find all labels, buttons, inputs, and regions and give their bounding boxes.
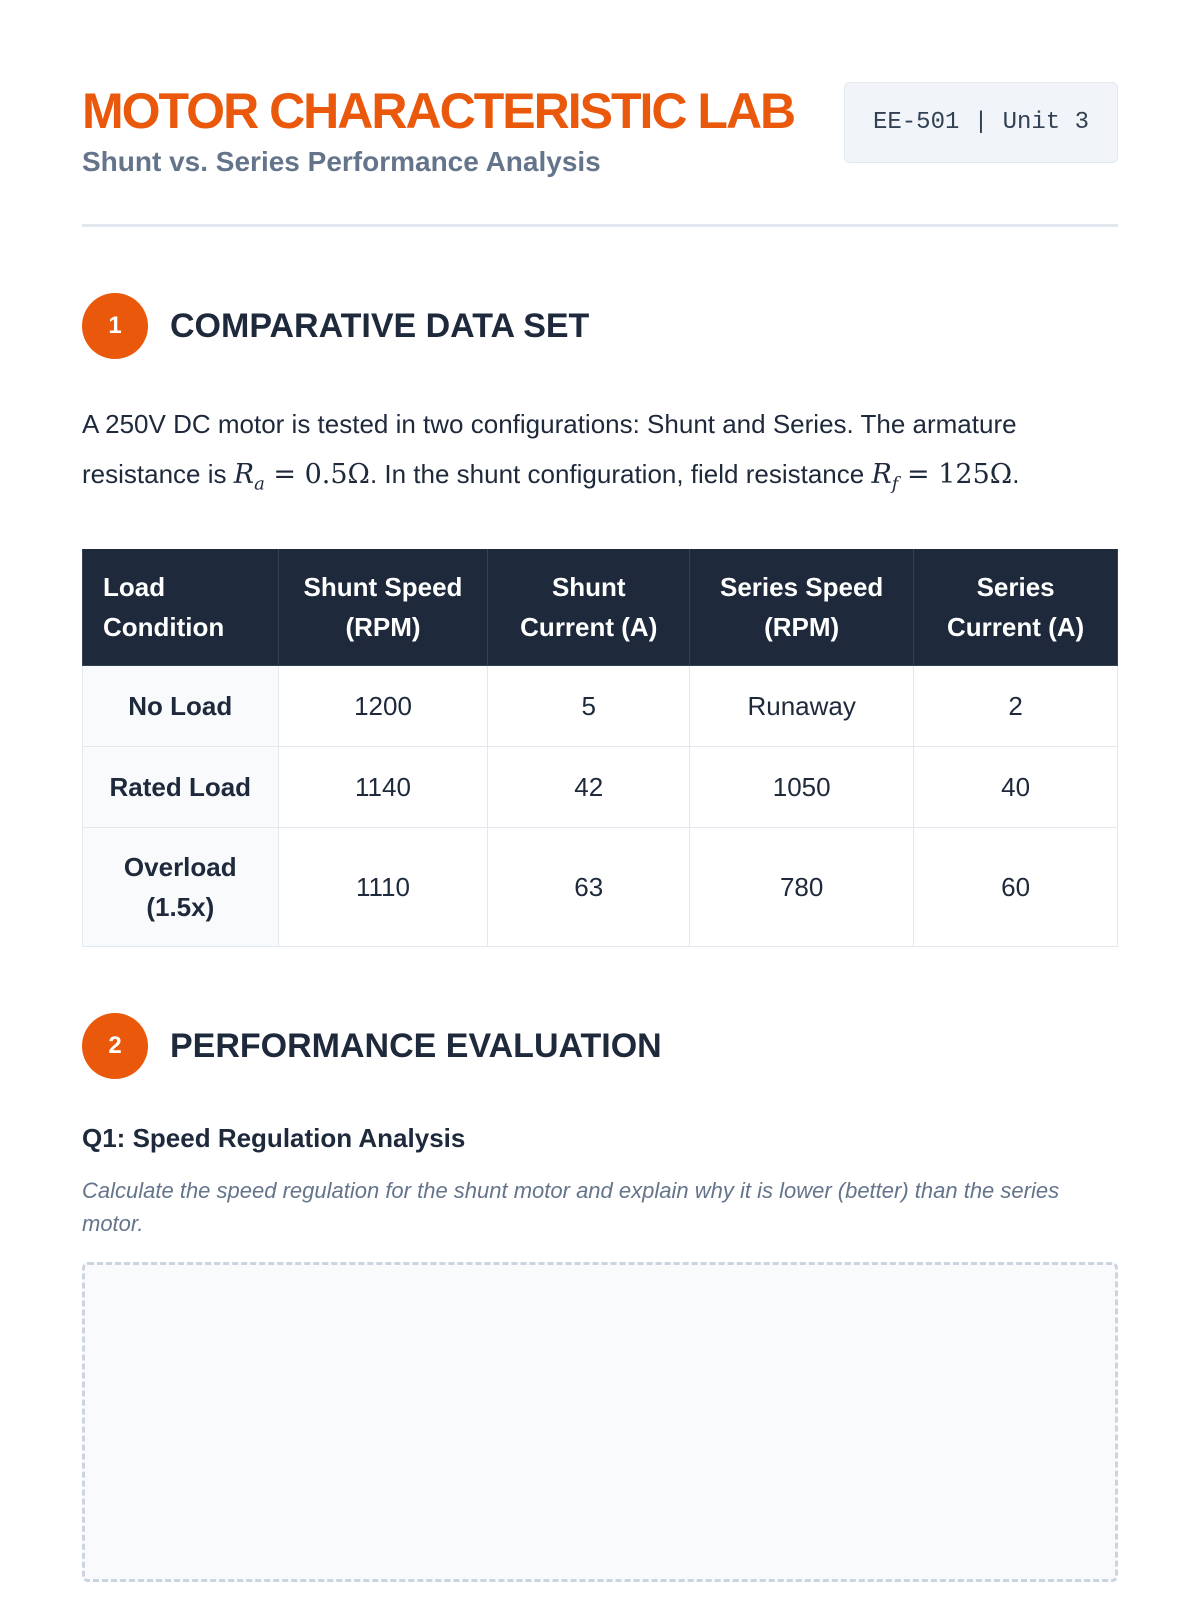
armature-resistance-formula bbox=[233, 459, 370, 495]
table-row bbox=[83, 747, 1118, 828]
series-current-cell: 40 bbox=[914, 747, 1118, 828]
series-speed-cell: 780 bbox=[690, 828, 914, 947]
rf-value: = 125Ω bbox=[898, 459, 1013, 490]
shunt-current-cell: 42 bbox=[488, 747, 690, 828]
intro-text-part-3: . bbox=[1012, 459, 1020, 489]
section-1-header bbox=[82, 293, 1118, 359]
series-current-cell: 2 bbox=[914, 666, 1118, 747]
series-speed-cell: Runaway bbox=[690, 666, 914, 747]
problem-statement bbox=[82, 399, 1118, 509]
header-series-speed: Series Speed (RPM) bbox=[690, 549, 914, 666]
shunt-current-cell: 63 bbox=[488, 828, 690, 947]
shunt-current-cell: 5 bbox=[488, 666, 690, 747]
page-title: MOTOR CHARACTERISTIC LAB bbox=[82, 83, 795, 139]
table-header-row bbox=[83, 549, 1118, 666]
rf-symbol: R bbox=[871, 459, 892, 490]
header-shunt-speed: Shunt Speed (RPM) bbox=[278, 549, 488, 666]
series-current-cell: 60 bbox=[914, 828, 1118, 947]
header-load-condition: Load Condition bbox=[83, 549, 279, 666]
question-1-title: Q1: Speed Regulation Analysis bbox=[82, 1123, 466, 1154]
intro-text-part-1: A 250V DC motor is tested in two configurations: Shunt and Series. The armature resistance is bbox=[82, 409, 1017, 489]
shunt-speed-cell: 1140 bbox=[278, 747, 488, 828]
shunt-speed-cell: 1200 bbox=[278, 666, 488, 747]
section-1-number-badge: 1 bbox=[82, 293, 148, 359]
ra-value: = 0.5Ω bbox=[264, 459, 370, 490]
course-tag: EE-501 | Unit 3 bbox=[844, 82, 1118, 163]
shunt-speed-cell: 1110 bbox=[278, 828, 488, 947]
section-2-title: PERFORMANCE EVALUATION bbox=[170, 1026, 662, 1065]
header-series-current: Series Current (A) bbox=[914, 549, 1118, 666]
intro-text-part-2: . In the shunt configuration, field resistance bbox=[369, 459, 872, 489]
load-condition-cell: Rated Load bbox=[83, 747, 279, 828]
section-2-header bbox=[82, 1013, 1118, 1079]
ra-subscript: a bbox=[254, 473, 265, 495]
page-header bbox=[82, 0, 1118, 227]
comparative-data-table bbox=[82, 549, 1118, 947]
load-condition-cell: No Load bbox=[83, 666, 279, 747]
load-condition-cell: Overload (1.5x) bbox=[83, 828, 279, 947]
question-1-description: Calculate the speed regulation for the shunt motor and explain why it is lower (better) than the series motor. bbox=[82, 1178, 1060, 1237]
section-2-number-badge: 2 bbox=[82, 1013, 148, 1079]
header-shunt-current: Shunt Current (A) bbox=[488, 549, 690, 666]
page-subtitle: Shunt vs. Series Performance Analysis bbox=[82, 146, 601, 177]
ra-symbol: R bbox=[233, 459, 255, 490]
section-1-title: COMPARATIVE DATA SET bbox=[170, 306, 590, 345]
rf-subscript: f bbox=[891, 473, 899, 495]
series-speed-cell: 1050 bbox=[690, 747, 914, 828]
table-row bbox=[83, 666, 1118, 747]
table-row bbox=[83, 828, 1118, 947]
question-1-answer-area[interactable] bbox=[82, 1262, 1118, 1582]
title-block bbox=[82, 82, 794, 178]
field-resistance-formula bbox=[871, 459, 1013, 495]
